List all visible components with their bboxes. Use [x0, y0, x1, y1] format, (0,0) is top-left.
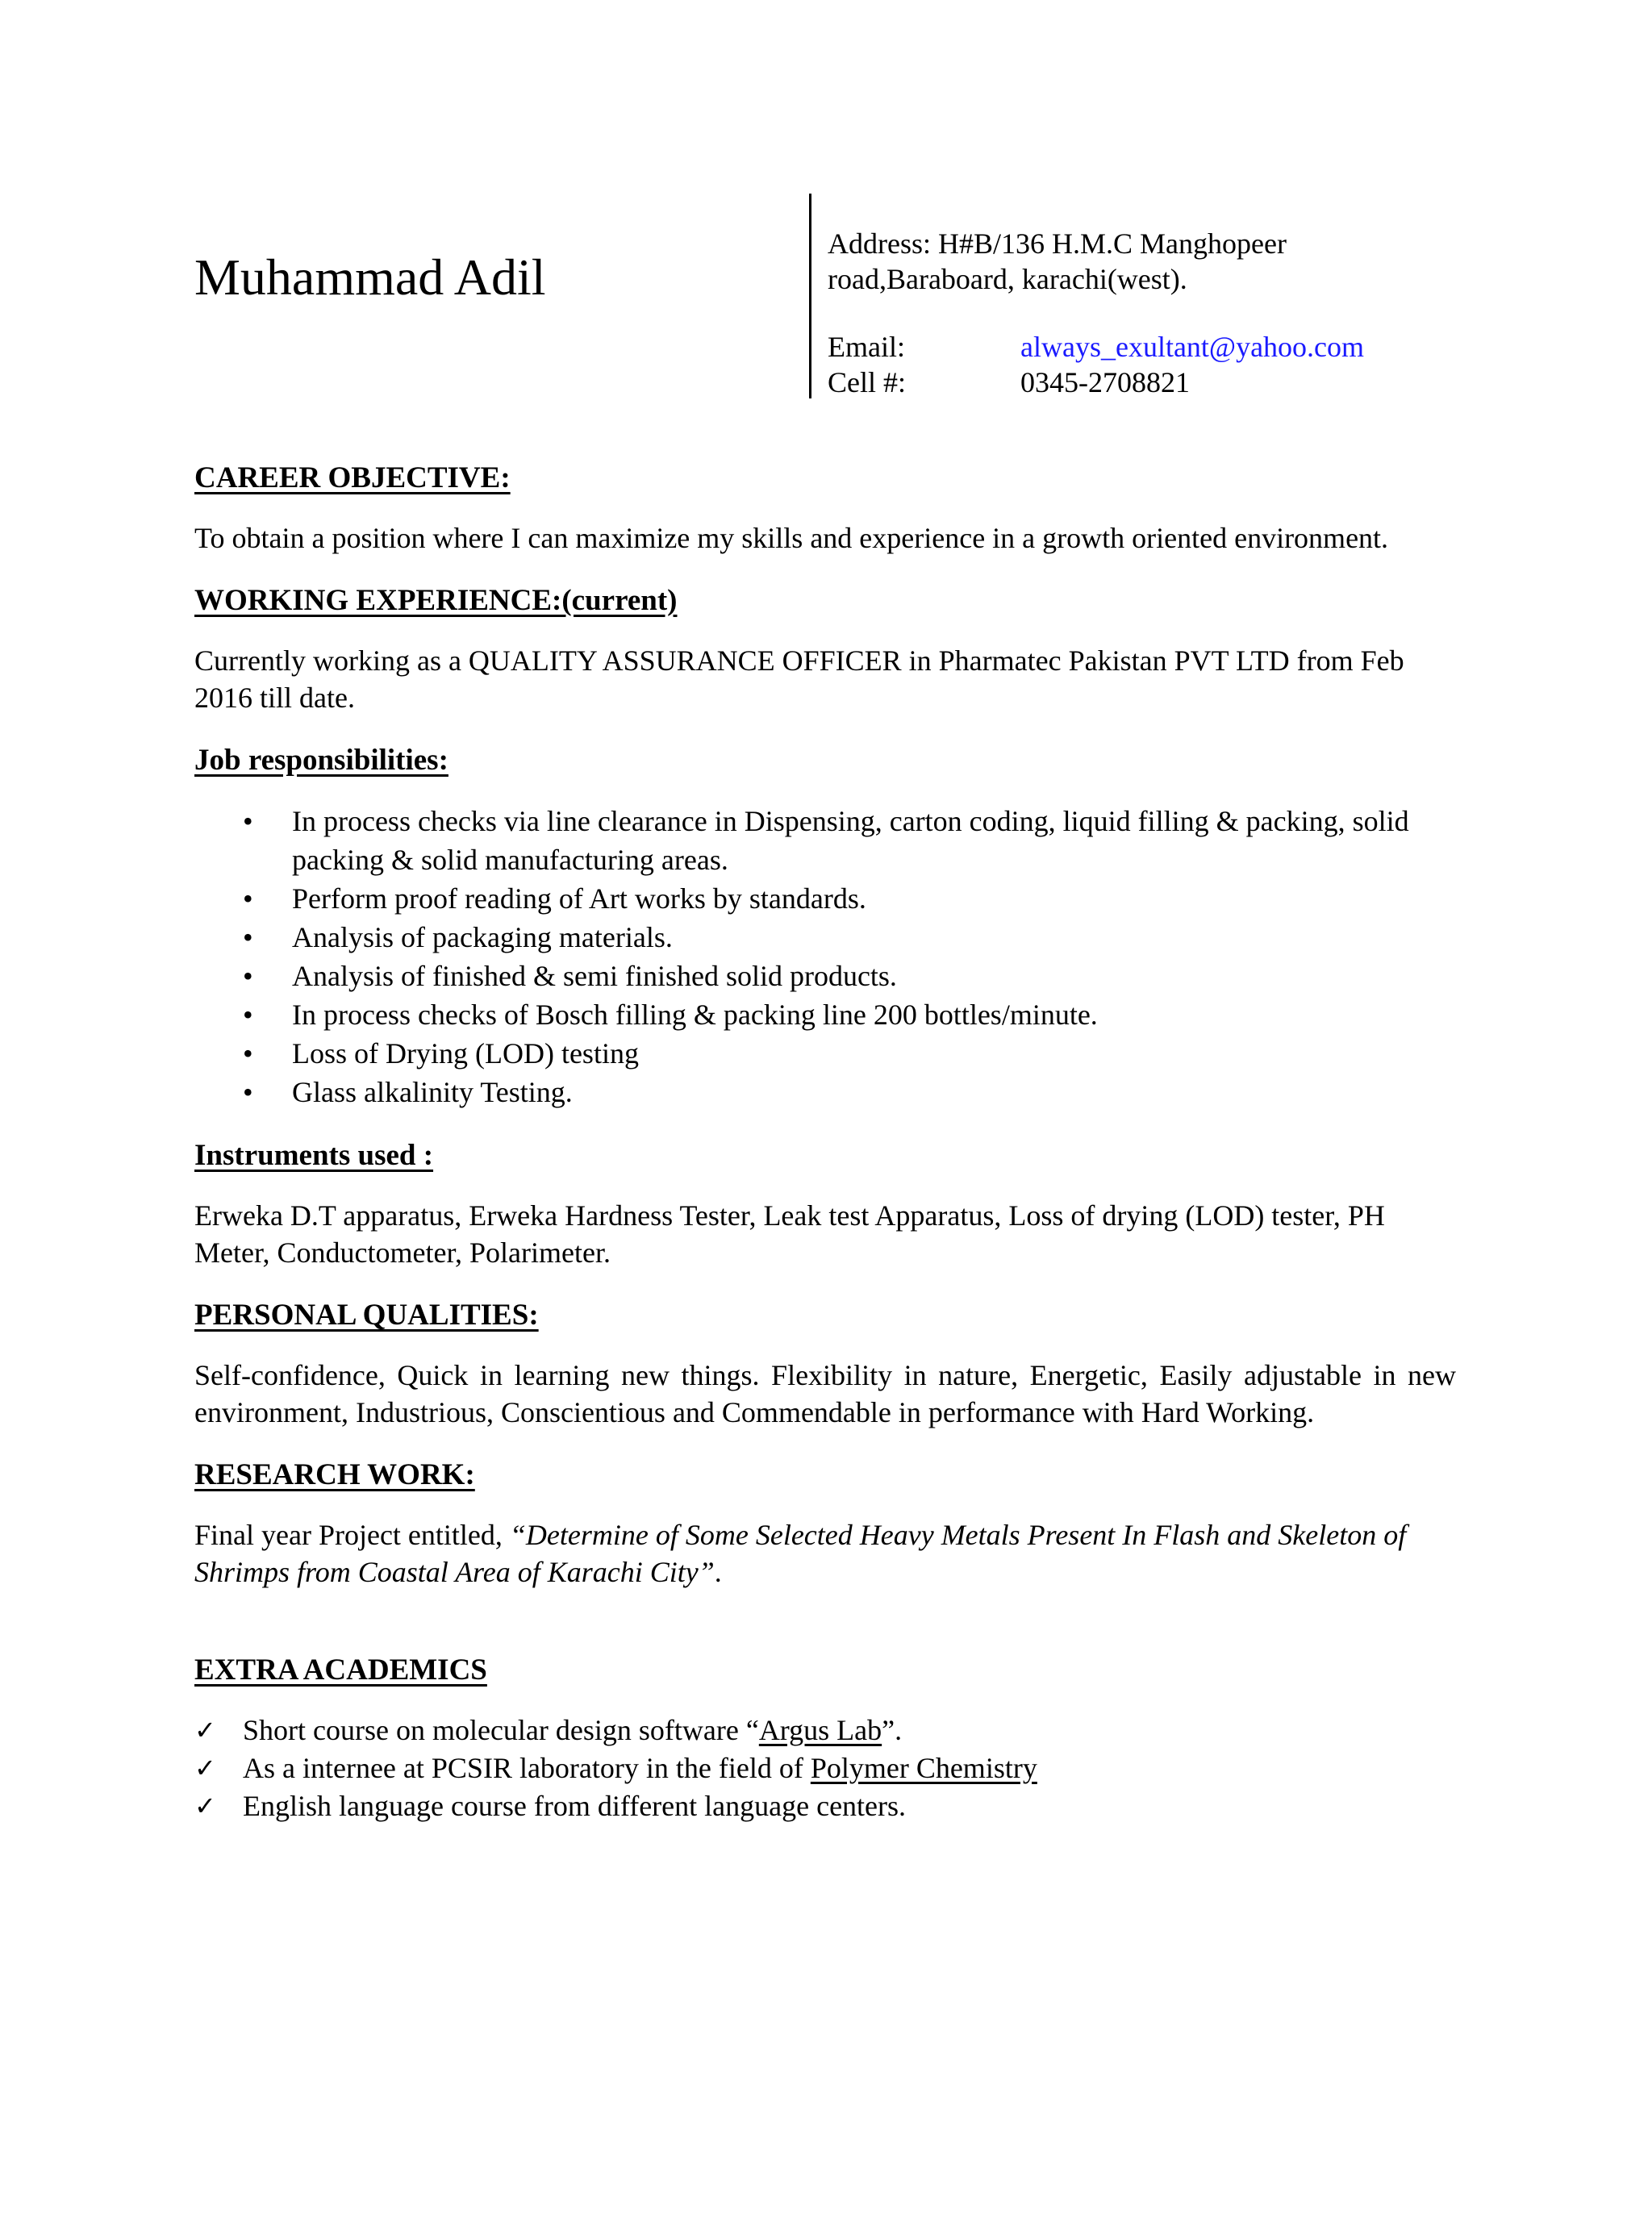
header-divider — [809, 194, 811, 398]
email-label: Email: — [828, 331, 905, 363]
candidate-name: Muhammad Adil — [194, 248, 546, 306]
cell-value: 0345-2708821 — [1020, 366, 1190, 398]
bullet-dot-icon: • — [243, 805, 253, 837]
list-item: ✓ As a internee at PCSIR laboratory in the field of Polymer Chemistry — [194, 1749, 1456, 1787]
bullet-dot-icon: • — [243, 921, 253, 953]
list-item: • Glass alkalinity Testing. — [194, 1073, 1441, 1111]
instruments-text: Erweka D.T apparatus, Erweka Hardness Tester, Leak test Apparatus, Loss of drying (LOD) tester, PH Meter, Conductometer, Polarimeter. — [194, 1199, 1385, 1269]
research-work-heading: RESEARCH WORK: — [194, 1458, 475, 1491]
responsibilities-list — [194, 802, 1456, 1111]
personal-qualities-heading: PERSONAL QUALITIES: — [194, 1299, 539, 1332]
resume-content — [194, 460, 1456, 1825]
checkmark-icon: ✓ — [194, 1715, 216, 1745]
list-item: • Loss of Drying (LOD) testing — [194, 1034, 1441, 1073]
checkmark-icon: ✓ — [194, 1791, 216, 1821]
cell-label: Cell #: — [828, 366, 906, 398]
working-experience-heading: WORKING EXPERIENCE:(current) — [194, 584, 678, 617]
bullet-dot-icon: • — [243, 1076, 253, 1108]
bullet-dot-icon: • — [243, 1037, 253, 1070]
checkmark-icon: ✓ — [194, 1753, 216, 1783]
cell-row — [828, 365, 1364, 400]
career-objective-text: To obtain a position where I can maximize my skills and experience in a growth oriented environment. — [194, 522, 1389, 554]
bullet-dot-icon: • — [243, 960, 253, 992]
list-item: • In process checks via line clearance in Dispensing, carton coding, liquid filling & packing, solid packing & solid manufacturing areas. — [194, 802, 1441, 879]
list-item: • Analysis of packaging materials. — [194, 918, 1441, 957]
address-line-2: road,Baraboard, karachi(west). — [828, 263, 1187, 295]
list-item: • Perform proof reading of Art works by standards. — [194, 879, 1441, 918]
extra-academics-heading: EXTRA ACADEMICS — [194, 1653, 487, 1687]
email-row — [828, 329, 1364, 365]
project-title: “Determine of Some Selected Heavy Metals Present In Flash and Skeleton of Shrimps from Coastal Area of Karachi City” — [194, 1519, 1407, 1588]
personal-qualities-text: Self-confidence, Quick in learning new things. Flexibility in nature, Energetic, Easily adjustable in new environment, Industrious, Conscientious and Commendable in performance with Hard Working. — [194, 1359, 1456, 1428]
bullet-dot-icon: • — [243, 999, 253, 1031]
address-line-1: Address: H#B/136 H.M.C Manghopeer — [828, 227, 1287, 260]
list-item: ✓ Short course on molecular design software “Argus Lab”. — [194, 1712, 1456, 1749]
job-responsibilities-heading: Job responsibilities: — [194, 744, 448, 777]
research-work-text: Final year Project entitled, “Determine of Some Selected Heavy Metals Present In Flash and Skeleton of Shrimps from Coastal Area of Karachi City”. — [194, 1519, 1407, 1588]
polymer-chemistry-link[interactable]: Polymer Chemistry — [810, 1752, 1037, 1784]
career-objective-heading: CAREER OBJECTIVE: — [194, 461, 511, 494]
instruments-heading: Instruments used : — [194, 1139, 434, 1172]
working-experience-text: Currently working as a QUALITY ASSURANCE OFFICER in Pharmatec Pakistan PVT LTD from Feb 2016 till date. — [194, 644, 1404, 714]
list-item: ✓ English language course from different language centers. — [194, 1787, 1456, 1825]
contact-block — [828, 226, 1364, 400]
extra-academics-list — [194, 1712, 1456, 1825]
argus-lab-link[interactable]: Argus Lab — [758, 1714, 882, 1746]
email-link[interactable]: always_exultant@yahoo.com — [1020, 331, 1365, 363]
list-item: • Analysis of finished & semi finished solid products. — [194, 957, 1441, 995]
bullet-dot-icon: • — [243, 882, 253, 915]
list-item: • In process checks of Bosch filling & packing line 200 bottles/minute. — [194, 995, 1441, 1034]
